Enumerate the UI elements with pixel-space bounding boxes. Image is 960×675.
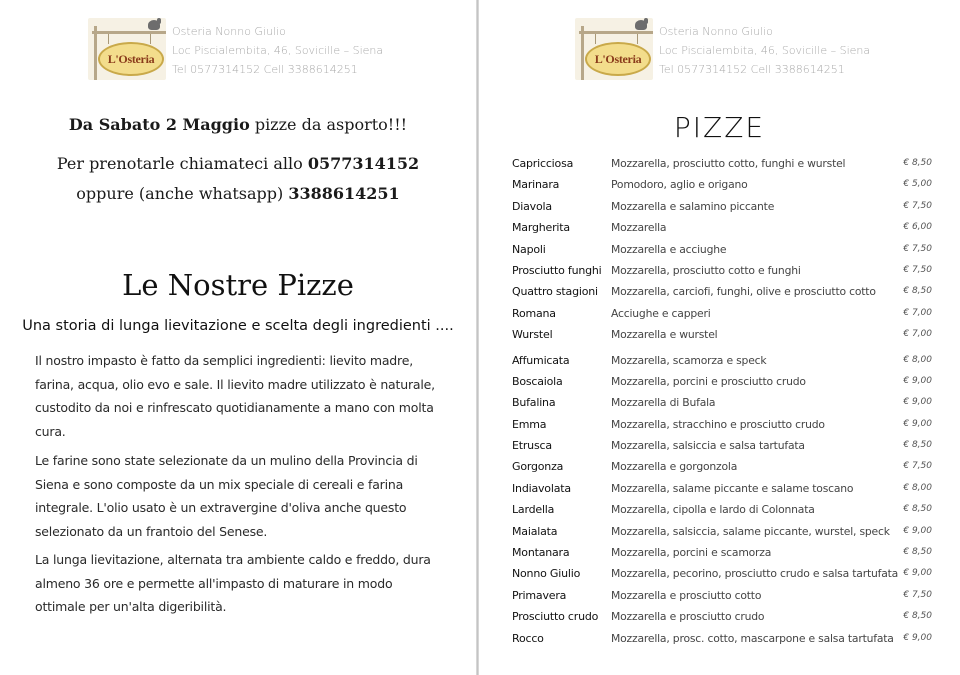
menu-item xyxy=(512,371,932,392)
pizza-name: Lardella xyxy=(512,503,555,517)
pizza-name: Emma xyxy=(512,417,547,431)
pizza-price: € 8,00 xyxy=(903,354,932,365)
pizza-price: € 9,00 xyxy=(903,418,932,429)
letterhead-text xyxy=(659,22,870,79)
pizza-name: Diavola xyxy=(512,199,552,213)
pizza-price: € 9,00 xyxy=(903,632,932,643)
sign-beam-icon xyxy=(92,31,166,34)
menu-item xyxy=(512,324,932,345)
pizza-price: € 8,50 xyxy=(903,286,932,297)
pizza-ingredients: Pomodoro, aglio e origano xyxy=(611,178,748,192)
page-title: Le Nostre Pizze xyxy=(122,268,354,302)
pizza-menu xyxy=(512,153,932,649)
menu-item xyxy=(512,499,932,520)
menu-item xyxy=(512,563,932,584)
pizza-price: € 7,50 xyxy=(903,200,932,211)
logo-text: L'Osteria xyxy=(107,51,155,66)
rooster-tail-icon xyxy=(157,18,161,24)
pizza-name: Gorgonza xyxy=(512,460,564,474)
pizza-price: € 5,00 xyxy=(903,179,932,190)
announcement-date: Da Sabato 2 Maggio xyxy=(68,115,250,134)
pizza-ingredients: Mozzarella, porcini e prosciutto crudo xyxy=(611,374,806,388)
pizza-name: Nonno Giulio xyxy=(512,567,581,581)
menu-title: PIZZE xyxy=(673,111,766,144)
pizza-price: € 8,50 xyxy=(903,158,932,168)
pizza-price: € 8,50 xyxy=(903,440,932,451)
osteria-sign-logo xyxy=(575,18,653,80)
sign-beam-icon xyxy=(579,31,653,34)
restaurant-name: Osteria Nonno Giulio xyxy=(172,25,286,38)
pizza-ingredients: Mozzarella e acciughe xyxy=(611,242,727,256)
mobile-number: 3388614251 xyxy=(288,184,400,203)
menu-item xyxy=(512,585,932,606)
menu-item xyxy=(512,414,932,435)
pizza-price: € 7,50 xyxy=(903,243,932,254)
sign-post-icon xyxy=(581,26,584,80)
pizza-ingredients: Mozzarella e salamino piccante xyxy=(611,199,775,213)
pizza-ingredients: Mozzarella e gorgonzola xyxy=(611,460,738,474)
menu-item xyxy=(512,281,932,302)
whatsapp-line xyxy=(0,184,476,203)
letterhead-text xyxy=(172,22,383,79)
whatsapp-text: oppure (anche whatsapp) xyxy=(76,184,289,203)
pizza-price: € 9,00 xyxy=(903,568,932,579)
phone-number: 0577314152 xyxy=(307,154,420,173)
menu-item xyxy=(512,456,932,477)
pizza-name: Etrusca xyxy=(512,439,552,453)
booking-line xyxy=(0,154,476,173)
menu-item xyxy=(512,392,932,413)
paragraph-dough: Il nostro impasto è fatto da semplici ingredienti: lievito madre, farina, acqua, olio evo e sale. Il lievito madre utilizzato è naturale, custodito da noi e rinfrescato quotidianamente a mano con molta cura. xyxy=(35,353,435,439)
pizza-name: Montanara xyxy=(512,546,570,560)
right-page xyxy=(479,0,960,675)
menu-item xyxy=(512,542,932,563)
pizza-name: Prosciutto funghi xyxy=(512,263,602,277)
osteria-sign-logo xyxy=(88,18,166,80)
pizza-ingredients: Mozzarella, cipolla e lardo di Colonnata xyxy=(611,503,815,517)
menu-item xyxy=(512,478,932,499)
restaurant-address: Loc Piscialembita, 46, Sovicille – Siena xyxy=(659,44,871,57)
pizza-ingredients: Mozzarella, prosciutto cotto, funghi e wurstel xyxy=(611,157,846,170)
letterhead xyxy=(88,18,383,82)
pizza-name: Bufalina xyxy=(512,396,556,410)
pizza-price: € 9,00 xyxy=(903,375,932,386)
pizza-name: Margherita xyxy=(512,221,570,235)
menu-item xyxy=(512,350,932,371)
pizza-ingredients: Mozzarella e wurstel xyxy=(611,328,718,342)
rooster-tail-icon xyxy=(644,18,648,24)
pizza-name: Romana xyxy=(512,306,556,320)
pizza-ingredients: Mozzarella, scamorza e speck xyxy=(611,353,767,367)
pizza-price: € 7,50 xyxy=(903,461,932,472)
menu-item xyxy=(512,196,932,217)
pizza-name: Primavera xyxy=(512,588,567,602)
pizza-price: € 8,50 xyxy=(903,611,932,622)
pizza-name: Rocco xyxy=(512,631,544,645)
pizza-name: Wurstel xyxy=(512,328,553,342)
pizza-name: Napoli xyxy=(512,242,546,256)
pizza-ingredients: Mozzarella e prosciutto cotto xyxy=(611,588,762,602)
pizza-name: Marinara xyxy=(512,178,560,192)
menu-item xyxy=(512,174,932,195)
left-page xyxy=(0,0,476,675)
pizza-ingredients: Acciughe e capperi xyxy=(611,306,711,320)
restaurant-contacts: Tel 0577314152 Cell 3388614251 xyxy=(659,63,845,76)
restaurant-address: Loc Piscialembita, 46, Sovicille – Siena xyxy=(172,44,384,57)
pizza-price: € 7,00 xyxy=(903,307,932,318)
logo-text: L'Osteria xyxy=(594,51,642,66)
sign-post-icon xyxy=(94,26,97,80)
sign-board xyxy=(585,42,651,76)
pizza-ingredients: Mozzarella, prosciutto cotto e funghi xyxy=(611,263,801,277)
menu-item xyxy=(512,521,932,542)
pizza-ingredients: Mozzarella, salsiccia, salame piccante, wurstel, speck xyxy=(611,524,890,538)
pizza-price: € 6,00 xyxy=(903,222,932,233)
pizza-name: Prosciutto crudo xyxy=(512,610,599,624)
pizza-ingredients: Mozzarella di Bufala xyxy=(611,396,716,410)
pizza-price: € 8,00 xyxy=(903,482,932,493)
page-subtitle: Una storia di lunga lievitazione e scelta degli ingredienti .... xyxy=(22,318,454,334)
pizza-name: Capricciosa xyxy=(512,157,574,170)
paragraph-leavening: La lunga lievitazione, alternata tra ambiente caldo e freddo, dura almeno 36 ore e permette all'impasto di maturare in modo ottimale per un'alta digeribilità. xyxy=(35,552,431,614)
pizza-price: € 7,50 xyxy=(903,589,932,600)
pizza-price: € 7,00 xyxy=(903,329,932,340)
pizza-price: € 9,00 xyxy=(903,397,932,408)
sign-chain-icon xyxy=(150,34,151,44)
pizza-ingredients: Mozzarella, prosc. cotto, mascarpone e salsa tartufata xyxy=(611,631,894,645)
pizza-ingredients: Mozzarella xyxy=(611,221,667,235)
menu-item xyxy=(512,153,932,174)
pizza-price: € 8,50 xyxy=(903,547,932,558)
sign-board xyxy=(98,42,164,76)
pizza-price: € 8,50 xyxy=(903,504,932,515)
restaurant-contacts: Tel 0577314152 Cell 3388614251 xyxy=(172,63,358,76)
takeaway-announcement xyxy=(0,115,476,134)
pizza-ingredients: Mozzarella, salame piccante e salame toscano xyxy=(611,481,854,495)
pizza-name: Boscaiola xyxy=(512,374,563,388)
paragraph-flour-oil: Le farine sono state selezionate da un mulino della Provincia di Siena e sono composte da un mix speciale di cereali e farina integrale. L'olio usato è un extravergine d'oliva anche questo selezionato da un frantoio del Senese. xyxy=(35,453,418,539)
menu-item xyxy=(512,628,932,649)
pizza-name: Affumicata xyxy=(512,353,570,367)
letterhead xyxy=(575,18,870,82)
pizza-price: € 7,50 xyxy=(903,264,932,275)
sign-chain-icon xyxy=(637,34,638,44)
pizza-ingredients: Mozzarella, pecorino, prosciutto crudo e salsa tartufata xyxy=(611,567,899,581)
announcement-text: pizze da asporto!!! xyxy=(249,115,408,134)
menu-item xyxy=(512,217,932,238)
pizza-ingredients: Mozzarella e prosciutto crudo xyxy=(611,610,765,624)
menu-item xyxy=(512,303,932,324)
pizza-ingredients: Mozzarella, carciofi, funghi, olive e prosciutto cotto xyxy=(611,285,876,299)
pizza-price: € 9,00 xyxy=(903,525,932,536)
booking-text: Per prenotarle chiamateci allo xyxy=(56,154,308,173)
menu-item xyxy=(512,435,932,456)
pizza-name: Quattro stagioni xyxy=(512,285,598,299)
restaurant-name: Osteria Nonno Giulio xyxy=(659,25,773,38)
menu-item xyxy=(512,260,932,281)
pizza-ingredients: Mozzarella, porcini e scamorza xyxy=(611,546,772,560)
pizza-name: Maialata xyxy=(512,524,558,538)
pizza-ingredients: Mozzarella, stracchino e prosciutto crudo xyxy=(611,417,825,431)
menu-item xyxy=(512,606,932,627)
sign-chain-icon xyxy=(108,34,109,44)
pizza-ingredients: Mozzarella, salsiccia e salsa tartufata xyxy=(611,439,805,453)
sign-chain-icon xyxy=(595,34,596,44)
menu-item xyxy=(512,239,932,260)
pizza-name: Indiavolata xyxy=(512,481,571,495)
